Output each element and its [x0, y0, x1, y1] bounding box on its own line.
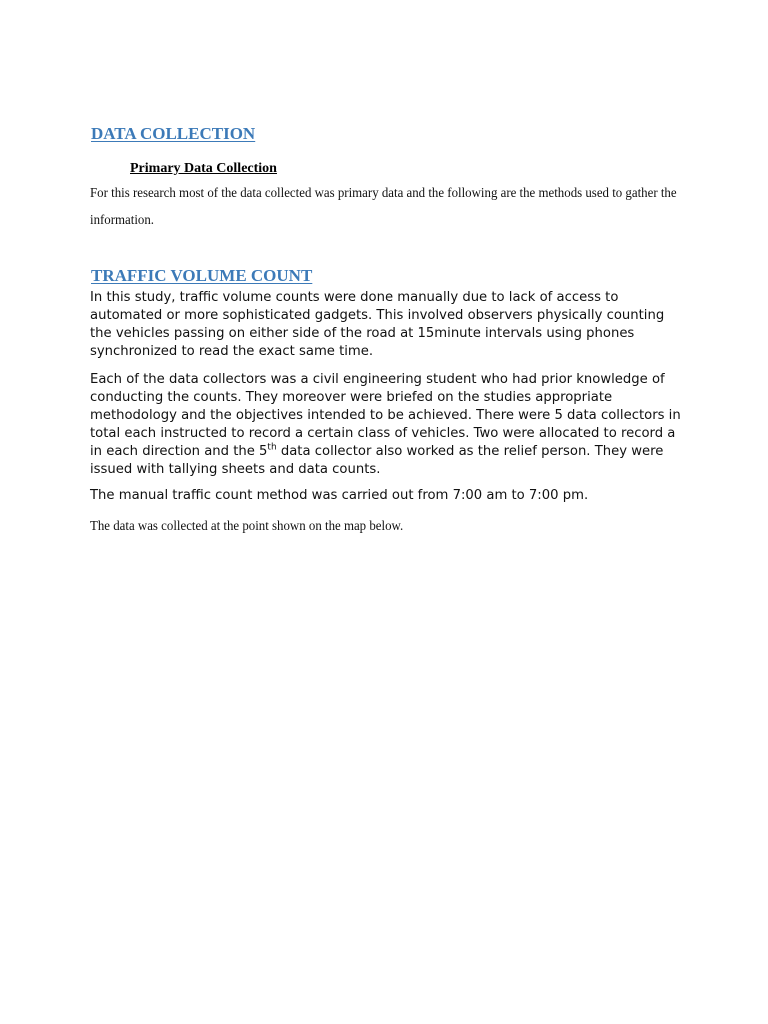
- paragraph-traffic-study: In this study, traffic volume counts were done manually due to lack of access to automated or more sophisticated gadgets. This involved observers physically counting the vehicles passing on either side of the road at 15minute intervals using phones synchronized to read the exact same time.: [90, 290, 665, 359]
- paragraph-map-reference: The data was collected at the point shown on the map below.: [90, 519, 404, 534]
- subheading-primary-data-collection: Primary Data Collection: [130, 161, 277, 176]
- paragraph-data-collectors-text-2: data collector also worked as the relief person. They were issued with tallying sheets and data counts.: [90, 444, 664, 477]
- paragraph-data-collectors-text-1: Each of the data collectors was a civil engineering student who had prior knowledge of conducting the counts. They moreover were briefed on the studies appropriate methodology and the objectives intended to be achieved. There were 5 data collectors in total each instructed to record a certain class of vehicles. Two were allocated to record a in each direction and the 5: [90, 372, 681, 459]
- ordinal-superscript: th: [267, 442, 277, 453]
- section-heading-traffic-volume-count: TRAFFIC VOLUME COUNT: [91, 266, 313, 285]
- section-heading-data-collection: DATA COLLECTION: [91, 124, 256, 143]
- paragraph-primary-data: For this research most of the data collected was primary data and the following are the methods used to gather the information.: [90, 186, 677, 228]
- paragraph-data-collectors: [90, 371, 690, 479]
- paragraph-count-hours: The manual traffic count method was carried out from 7:00 am to 7:00 pm.: [90, 488, 589, 503]
